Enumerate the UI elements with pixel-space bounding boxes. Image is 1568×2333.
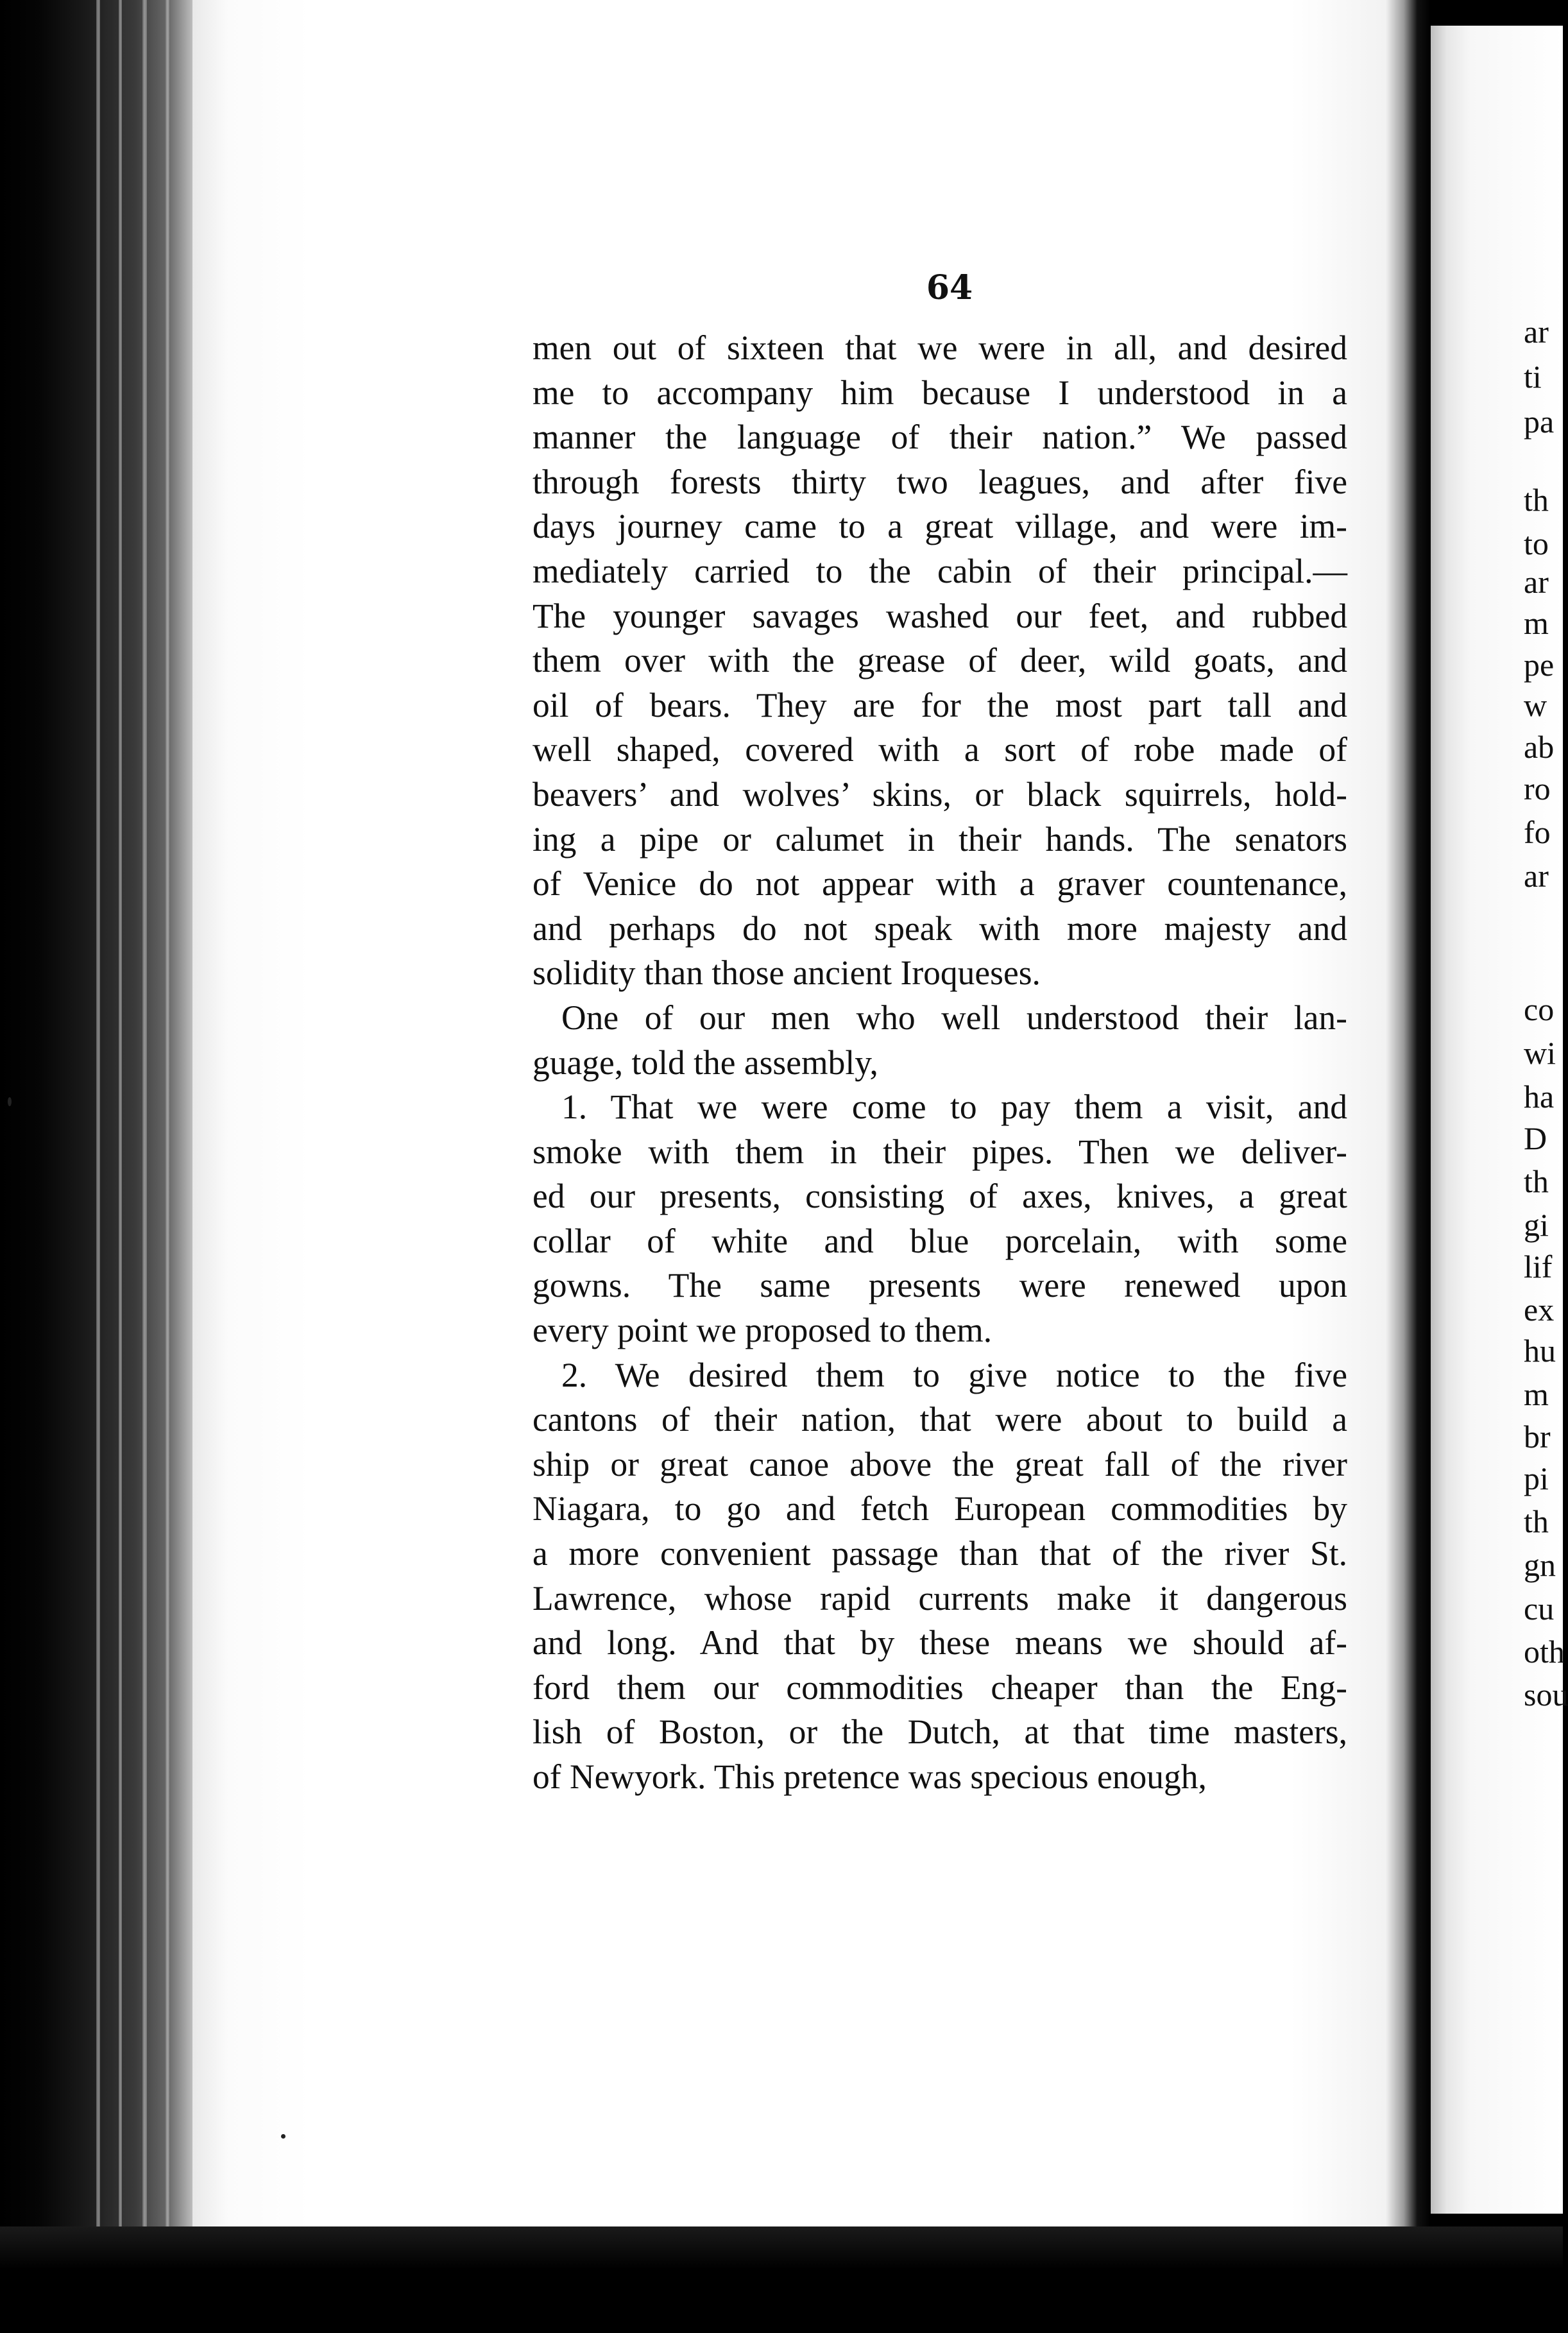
text-line: solidity than those ancient Iroqueses. [533, 953, 1041, 993]
text-line: collar of white and blue porcelain, with some [533, 1221, 1347, 1260]
facing-page-fragment: gn [1524, 1547, 1556, 1583]
text-line: ing a pipe or calumet in their hands. The senators [533, 819, 1347, 859]
text-line: mediately carried to the cabin of their principal.— [533, 551, 1347, 590]
text-line: me to accompany him because I understood in a [533, 373, 1347, 412]
text-line: ed our presents, consisting of axes, knives, a great [533, 1177, 1347, 1216]
facing-page-fragment: ab [1524, 729, 1555, 765]
facing-page-fragment: m [1524, 605, 1549, 641]
text-line: The younger savages washed our feet, and rubbed [533, 596, 1347, 635]
facing-page-fragment: th [1524, 482, 1549, 518]
facing-page-fragment: D [1524, 1120, 1547, 1156]
text-line: well shaped, covered with a sort of robe made of [533, 730, 1347, 769]
facing-page-fragment: th [1524, 1163, 1549, 1199]
facing-page-fragment: oth [1524, 1634, 1565, 1670]
text-line: cantons of their nation, that were about to build a [533, 1400, 1347, 1439]
facing-page-fragment: ro [1524, 771, 1551, 807]
text-line: through forests thirty two leagues, and after five [533, 462, 1347, 501]
text-line: smoke with them in their pipes. Then we deliver- [533, 1132, 1347, 1171]
facing-page-fragment: w [1524, 687, 1547, 723]
page-body-text [533, 326, 1347, 1800]
text-line: days journey came to a great village, and were im- [533, 507, 1347, 546]
text-line: gowns. The same presents were renewed upon [533, 1266, 1347, 1305]
text-line: of Newyork. This pretence was specious enough, [533, 1757, 1207, 1796]
dust-speck [8, 1097, 12, 1106]
text-line: Lawrence, whose rapid currents make it dangerous [533, 1578, 1347, 1618]
text-line: ship or great canoe above the great fall of the river [533, 1444, 1347, 1483]
facing-page-fragment: ar [1524, 858, 1549, 894]
facing-page-fragment: to [1524, 526, 1549, 561]
page-leaf-edge [119, 0, 122, 2333]
text-line: guage, told the assembly, [533, 1043, 878, 1082]
text-line: manner the language of their nation.” We passed [533, 418, 1347, 457]
text-line: and long. And that by these means we should af- [533, 1623, 1347, 1662]
facing-page-fragment: ar [1524, 314, 1549, 350]
page-gutter [1386, 0, 1431, 2333]
facing-page-fragment: co [1524, 991, 1555, 1027]
facing-page-fragment: ex [1524, 1292, 1555, 1328]
facing-page-fragment: wi [1524, 1035, 1556, 1071]
facing-page-fragment: ha [1524, 1079, 1555, 1115]
page-leaf-edge [142, 0, 147, 2333]
facing-page-fragment: m [1524, 1376, 1549, 1412]
facing-page-fragment: br [1524, 1419, 1551, 1455]
text-line: a more convenient passage than that of the river St. [533, 1534, 1347, 1573]
facing-page-fragment: cu [1524, 1591, 1555, 1627]
facing-page-fragment: fo [1524, 814, 1551, 850]
text-line: lish of Boston, or the Dutch, at that time masters, [533, 1713, 1347, 1752]
page-number: 64 [926, 268, 973, 307]
text-line: and perhaps do not speak with more majesty and [533, 909, 1347, 948]
text-line: 1. That we were come to pay them a visit, and [561, 1088, 1347, 1127]
facing-page-fragment: ti [1524, 359, 1542, 395]
facing-page-fragment: th [1524, 1503, 1549, 1539]
facing-page-fragment: lif [1524, 1249, 1553, 1285]
text-line: 2. We desired them to give notice to the five [561, 1355, 1347, 1394]
text-line: of Venice do not appear with a graver countenance, [533, 864, 1347, 903]
text-line: men out of sixteen that we were in all, and desired [533, 329, 1347, 367]
facing-page-fragment: pi [1524, 1460, 1549, 1496]
text-line: them over with the grease of deer, wild goats, and [533, 641, 1347, 680]
text-line: oil of bears. They are for the most part tall and [533, 685, 1347, 724]
dust-speck [281, 2134, 285, 2139]
text-line: Niagara, to go and fetch European commodities by [533, 1489, 1347, 1528]
text-line: ford them our commodities cheaper than the Eng- [533, 1668, 1347, 1707]
facing-page-fragment: ar [1524, 564, 1549, 600]
text-line: One of our men who well understood their lan- [561, 998, 1347, 1037]
text-line: every point we proposed to them. [533, 1311, 993, 1350]
facing-page-fragment: pa [1524, 404, 1555, 440]
facing-page-fragment: pe [1524, 647, 1555, 683]
scan-bottom-edge [0, 2226, 1563, 2333]
page-leaf-edge [166, 0, 169, 2333]
text-line: beavers’ and wolves’ skins, or black squirrels, hold- [533, 774, 1347, 814]
facing-page-fragment: gi [1524, 1207, 1549, 1243]
page-leaf-edge [96, 0, 100, 2333]
facing-page-fragment: hu [1524, 1333, 1556, 1369]
facing-page-fragment: sou [1524, 1677, 1568, 1713]
